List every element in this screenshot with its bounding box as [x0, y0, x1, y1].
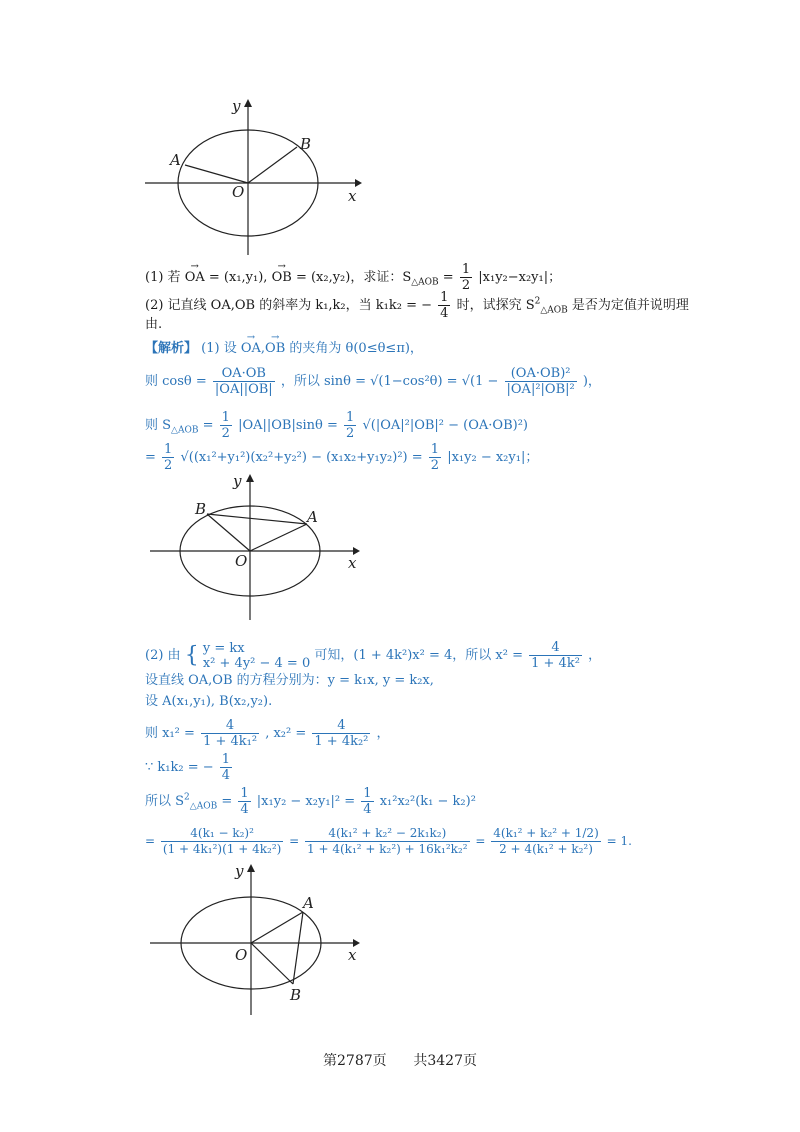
num: 1 [164, 442, 173, 457]
frac-four-over [529, 640, 582, 671]
figure-3-svg [145, 860, 375, 1020]
text: (1) 设 [201, 341, 237, 356]
den: 1 + 4k₁² [203, 734, 258, 749]
x-label: x [348, 554, 357, 572]
solution-p2-line7 [145, 826, 632, 857]
frac-step1 [161, 826, 283, 857]
num: 4 [529, 640, 582, 656]
point-a-label: A [307, 508, 318, 526]
text: (1) 若 [145, 270, 181, 285]
y-axis-arrow [247, 864, 255, 872]
vec-ob: → OB [265, 340, 285, 358]
frac-half [344, 410, 356, 441]
text: = [289, 834, 300, 848]
num: (OA·OB)² [505, 366, 577, 382]
frac-quarter [220, 752, 232, 783]
subscript: △AOB [540, 305, 568, 316]
den: |OA||OB| [214, 382, 273, 397]
frac-step3 [491, 826, 600, 857]
num: 4(k₁² + k₂² + 1/2) [493, 826, 599, 840]
num: 1 [440, 290, 449, 305]
text: = (x₂,y₂)，求证：S [295, 270, 412, 285]
num: 1 [461, 262, 471, 277]
num: 4 [201, 718, 259, 734]
text: (2) 由 [145, 648, 181, 663]
den: 4 [363, 802, 372, 817]
den: 2 [221, 426, 230, 441]
y-axis-arrow [244, 99, 252, 107]
text: 的夹角为 θ(0≤θ≤π)， [289, 341, 423, 356]
frac-sin [505, 366, 577, 397]
den: 4 [221, 768, 231, 783]
text: 则 S [145, 418, 172, 433]
num: 1 [221, 410, 230, 425]
num: 1 [346, 410, 355, 425]
den: 2 + 4(k₁² + k₂²) [499, 842, 593, 856]
num: OA·OB [213, 366, 275, 382]
den: 1 + 4k₂² [314, 734, 369, 749]
den: 2 [164, 458, 173, 473]
solution-line3: 则 $S_{\triangle AOB}$ = $\frac{1}{2}$ |OA||OB|sinθ = $\frac{1}{2}$ √(|OA|²|OB|² − (OA·OB)²) [145, 410, 528, 441]
subscript: △AOB [189, 801, 218, 812]
text: ∵ k₁k₂ = − [145, 760, 214, 775]
text: = [475, 834, 486, 848]
subscript: △AOB [171, 425, 199, 436]
num: 1 [221, 752, 231, 767]
text: ， [588, 648, 602, 663]
point-b-label: B [195, 500, 207, 518]
vec-ob: → OB [272, 269, 292, 287]
frac-step2 [305, 826, 470, 857]
text: √(|OA|²|OB|² − (OA·OB)²) [362, 418, 528, 433]
y-label: y [232, 97, 241, 115]
solution-p2-line4 [145, 718, 390, 749]
figure-1-ellipse [140, 95, 370, 260]
text: 时，试探究 S [456, 298, 535, 313]
text: 所以 S [145, 794, 185, 809]
den: 2 [346, 426, 355, 441]
page-number: 第2787页 [323, 1053, 387, 1069]
text: |x₁y₂−x₂y₁|； [478, 270, 562, 285]
origin-label: O [232, 183, 245, 201]
problem-part2-line2: 由. [145, 317, 163, 332]
frac-half [429, 442, 441, 473]
segment-oa [250, 524, 307, 551]
text: 则 cosθ = [145, 374, 207, 389]
equation-2: x² + 4y² − 4 = 0 [202, 655, 311, 671]
figure-2-svg [145, 470, 375, 630]
point-a-label: A [303, 894, 314, 912]
frac-quarter [438, 290, 450, 321]
x-label: x [348, 946, 357, 964]
figure-1-svg [140, 95, 370, 260]
text: √((x₁²+y₁²)(x₂²+y₂²) − (x₁x₂+y₁y₂)²) = [180, 450, 423, 465]
segment-ob [207, 514, 250, 551]
text: = (x₁,y₁), [208, 270, 268, 285]
frac-quarter [361, 786, 373, 817]
frac-x1sq [201, 718, 259, 749]
figure-2-ellipse [145, 470, 375, 630]
frac-x2sq [312, 718, 370, 749]
text: = [145, 834, 156, 848]
num: 4(k₁ − k₂)² [161, 826, 283, 842]
problem-part2: (2) 记直线 OA,OB 的斜率为 k₁,k₂，当 k₁k₂ = − $\frac{1}{4}$ 时，试探究 $S^2_{\triangle AOB}$ 是否为定值并说明理 [145, 290, 689, 321]
text: (2) 记直线 OA,OB 的斜率为 k₁,k₂，当 k₁k₂ = − [145, 298, 433, 313]
frac-half [162, 442, 174, 473]
origin-label: O [235, 552, 248, 570]
num: 1 [240, 786, 249, 801]
text: |x₁y₂ − x₂y₁|² = [256, 794, 356, 809]
text: 可知，(1 + 4k²)x² = 4，所以 x² = [314, 648, 523, 663]
den: 2 [430, 458, 440, 473]
segment-oa [251, 912, 303, 943]
num: 1 [363, 786, 372, 801]
frac-cos [213, 366, 275, 397]
equation-system [203, 641, 310, 671]
text: = 1. [606, 834, 632, 848]
solution-line4 [145, 442, 538, 473]
text: x₁²x₂²(k₁ − k₂)² [379, 794, 476, 809]
text: ， [376, 726, 390, 741]
text: , x₂² = [265, 726, 307, 741]
x-axis-arrow [355, 179, 362, 187]
solution-tag: 【解析】 [145, 341, 198, 356]
den: |OA|²|OB|² [506, 382, 575, 397]
problem-part1: (1) 若 → OA = (x₁,y₁), → OB = (x₂,y₂)，求证：$S_{\triangle AOB}$ = $\frac{1}{2}$ |x₁y₂−x₂y₁|； [145, 262, 561, 293]
solution-line2 [145, 366, 601, 397]
y-label: y [235, 862, 244, 880]
frac-half [460, 262, 472, 293]
solution-p2-line6: 所以 $S^2_{\triangle AOB}$ = $\frac{1}{4}$ |x₁y₂ − x₂y₁|² = $\frac{1}{4}$ x₁²x₂²(k₁ − k₂)² [145, 786, 476, 817]
point-a-label: A [170, 151, 181, 169]
den: (1 + 4k₁²)(1 + 4k₂²) [162, 842, 282, 856]
vec-oa: → OA [185, 269, 205, 287]
figure-3-ellipse [145, 860, 375, 1020]
den: 4 [240, 802, 249, 817]
segment-ob [248, 147, 297, 183]
point-b-label: B [290, 986, 302, 1004]
text: ，所以 sinθ = √(1−cos²θ) = √(1 − [280, 374, 499, 389]
vec-oa: → OA [241, 340, 261, 358]
den: 2 [461, 278, 471, 293]
equation-1: y = kx [202, 640, 245, 656]
solution-p2-line1 [145, 640, 601, 671]
page-total: 共3427页 [413, 1053, 477, 1069]
origin-label: O [235, 946, 248, 964]
den: 1 + 4(k₁² + k₂²) + 16k₁²k₂² [307, 842, 468, 856]
frac-half [220, 410, 232, 441]
text: |OA||OB|sinθ = [238, 418, 338, 433]
text: |x₁y₂ − x₂y₁|； [447, 450, 539, 465]
subscript: △AOB [411, 277, 439, 288]
den: 4 [440, 306, 449, 321]
text: )， [582, 374, 601, 389]
solution-p2-line5 [145, 752, 234, 783]
solution-line1: 【解析】 (1) 设 → OA,→ OB 的夹角为 θ(0≤θ≤π)， [145, 340, 423, 358]
text: 则 x₁² = [145, 726, 195, 741]
frac-quarter [238, 786, 250, 817]
num: 1 [430, 442, 440, 457]
solution-p2-line3: 设 A(x₁,y₁), B(x₂,y₂). [145, 694, 273, 709]
x-label: x [348, 187, 357, 205]
segment-ab [293, 912, 303, 984]
text: 是否为定值并说明理 [571, 298, 689, 313]
solution-p2-line2: 设直线 OA,OB 的方程分别为：y = k₁x, y = k₂x, [145, 673, 434, 688]
y-axis-arrow [246, 474, 254, 482]
text: = [145, 450, 156, 465]
num: 4(k₁² + k₂² − 2k₁k₂) [305, 826, 470, 842]
y-label: y [233, 472, 242, 490]
segment-oa [185, 165, 248, 183]
den: 1 + 4k² [531, 656, 580, 671]
page-footer [0, 1050, 800, 1070]
segment-ob [251, 943, 293, 984]
brace: { [184, 642, 199, 668]
point-b-label: B [300, 135, 312, 153]
num: 4 [312, 718, 370, 734]
